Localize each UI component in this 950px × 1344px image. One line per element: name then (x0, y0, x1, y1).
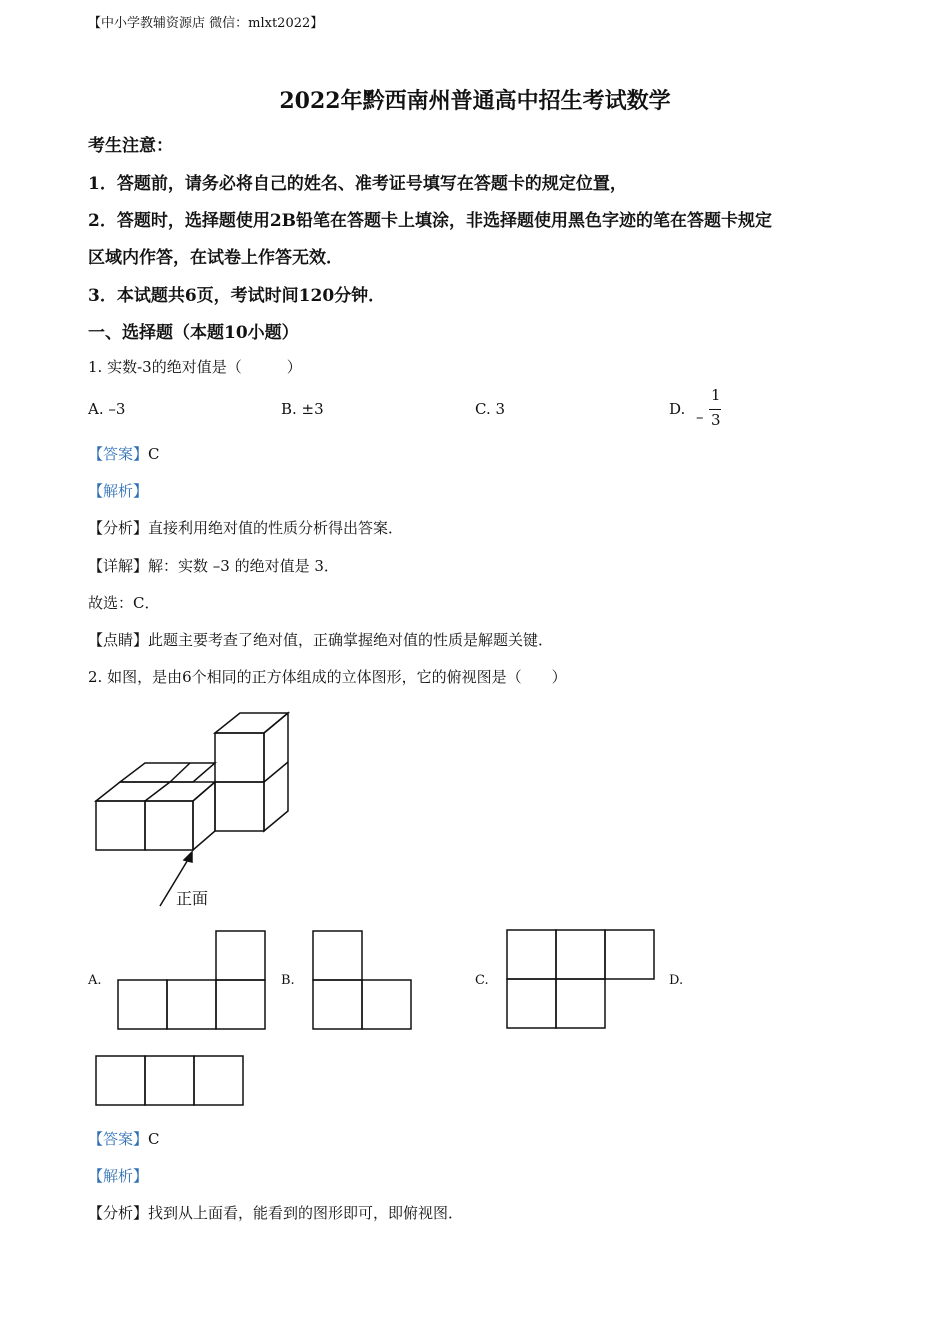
option-a-cube (118, 980, 167, 1029)
front-arrow-head (184, 852, 192, 862)
notice-item-2-line-1: 2．答题时，选择题使用2B铅笔在答题卡上填涂，非选择题使用黑色字迹的笔在答题卡规定 (88, 211, 773, 231)
q2-fenxi (88, 1202, 463, 1223)
tower-cube-bottom (215, 782, 264, 831)
option-a-cube (216, 980, 265, 1029)
page-title: 2022年黔西南州普通高中招生考试数学 (279, 88, 671, 114)
dianjing-text: 此题主要考查了绝对值，正确掌握绝对值的性质是解题关键． (148, 631, 554, 649)
option-d-cube (145, 1056, 194, 1105)
fenxi-text: 找到从上面看，能看到的图形即可，即俯视图． (148, 1204, 464, 1222)
front-view-label: 正面 (176, 889, 209, 908)
option-a-cube (167, 980, 216, 1029)
option-c-cube (605, 930, 654, 979)
notice-item-1: 1．答题前，请务必将自己的姓名、准考证号填写在答题卡的规定位置， (88, 174, 627, 194)
answer-tag: 【答案】 (88, 1130, 149, 1148)
q1-option-c: C. 3 (475, 400, 506, 418)
option-c-cube (556, 930, 605, 979)
q2-option-a-label: A. (88, 973, 102, 988)
q1-option-a: A. –3 (88, 400, 126, 418)
answer-value: C (148, 445, 160, 463)
xiangjie-text: 解：实数 –3 的绝对值是 3． (148, 557, 339, 575)
q1-stem: 1. 实数-3的绝对值是（ ） (88, 358, 302, 376)
q1-conclusion: 故选：C． (88, 594, 160, 612)
fenxi-tag: 【分析】 (88, 519, 149, 537)
answer-value: C (148, 1130, 160, 1148)
notice-item-3: 3．本试题共6页，考试时间120分钟． (88, 286, 386, 306)
q1-analysis-tag: 【解析】 (88, 482, 149, 500)
notice-heading: 考生注意： (88, 136, 173, 156)
q1-option-b: B. ±3 (281, 400, 324, 418)
dianjing-tag: 【点睛】 (88, 631, 149, 649)
tower-side-divider (264, 762, 288, 782)
q2-option-d-label: D. (669, 973, 684, 988)
option-b-cube (362, 980, 411, 1029)
q1-option-d-label: D. (669, 400, 686, 418)
q2-analysis-tag: 【解析】 (88, 1167, 149, 1185)
q2-option-b-label: B. (281, 973, 295, 988)
fenxi-text: 直接利用绝对值的性质分析得出答案． (148, 519, 404, 537)
fraction-denominator: 3 (711, 411, 721, 429)
option-b-cube (313, 980, 362, 1029)
option-c-cube (507, 930, 556, 979)
fraction-numerator: 1 (711, 386, 721, 404)
section-heading-choice: 一、选择题（本题10小题） (88, 323, 299, 343)
option-d-cube (194, 1056, 243, 1105)
option-c-cube (556, 979, 605, 1028)
q2-option-c-label: C. (475, 973, 489, 988)
back-top-divider (170, 763, 190, 782)
header-note: 【中小学教辅资源店 微信：mlxt2022】 (88, 16, 324, 31)
front-row-side-face (193, 782, 215, 850)
answer-tag: 【答案】 (88, 445, 149, 463)
option-d-cube (96, 1056, 145, 1105)
option-b-cube (313, 931, 362, 980)
tower-cube-top (215, 733, 264, 782)
front-cube-1 (96, 801, 145, 850)
q2-stem: 2. 如图，是由6个相同的正方体组成的立体图形，它的俯视图是（ ） (88, 668, 567, 686)
fenxi-tag: 【分析】 (88, 1204, 149, 1222)
option-c-cube (507, 979, 556, 1028)
xiangjie-tag: 【详解】 (88, 557, 149, 575)
option-a-cube (216, 931, 265, 980)
notice-item-2-line-2: 区域内作答，在试卷上作答无效． (88, 248, 343, 268)
q1-option-d-minus: – (696, 408, 704, 426)
q2-answer (88, 1128, 160, 1149)
front-cube-2 (145, 801, 193, 850)
back-top-face (120, 763, 215, 782)
front-top-divider (145, 782, 170, 801)
